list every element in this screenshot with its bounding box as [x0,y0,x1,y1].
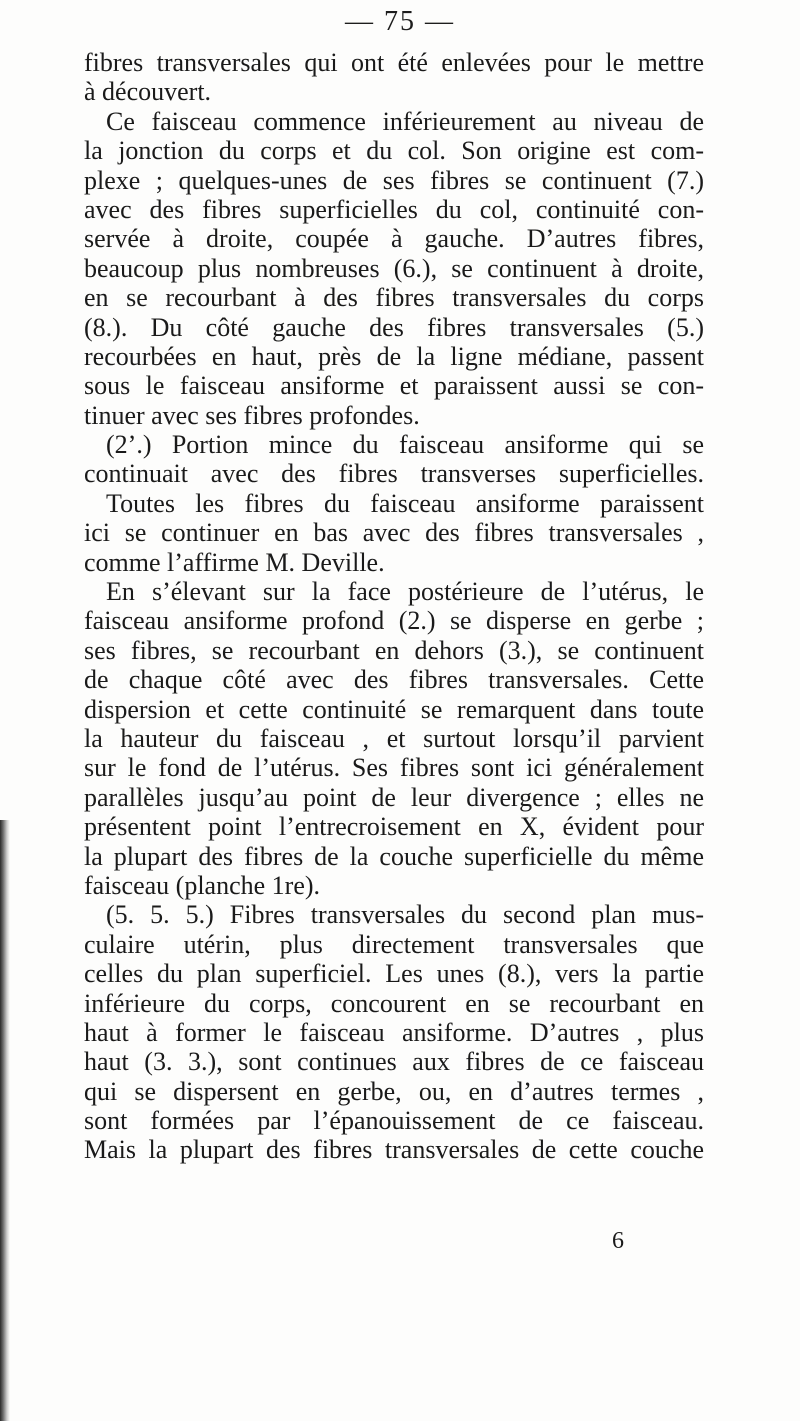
text-line: servée à droite, coupée à gauche. D’autres fibres, [84,224,704,254]
text-line: culaire utérin, plus directement transversales que [84,929,704,959]
text-line: comme l’affirme M. Deville. [84,547,385,577]
text-line: la jonction du corps et du col. Son origine est com- [84,136,704,166]
text-line: présentent point l’entrecroisement en X, évident pour [84,812,704,842]
text-line: faisceau ansiforme profond (2.) se disperse en gerbe ; [84,606,704,636]
signature-mark: 6 [612,1228,624,1254]
text-line: sur le fond de l’utérus. Ses fibres sont ici généralement [84,753,704,783]
text-line: faisceau (planche 1re). [84,870,321,900]
text-line: Mais la plupart des fibres transversales de cette couche [84,1135,704,1165]
text-line: (8.). Du côté gauche des fibres transversales (5.) [84,312,704,342]
text-line: la hauteur du faisceau , et surtout lorsqu’il parvient [84,723,704,753]
text-line: continuait avec des fibres transverses superficielles. [84,459,704,489]
text-line: ses fibres, se recourbant en dehors (3.), se continuent [84,635,704,665]
text-line: En s’élevant sur la face postérieure de l’utérus, le [106,577,704,607]
text-line: haut (3. 3.), sont continues aux fibres de ce faisceau [84,1047,704,1077]
text-line: (5. 5. 5.) Fibres transversales du second plan mus- [106,900,704,930]
text-line: Ce faisceau commence inférieurement au niveau de [106,106,704,136]
text-line: beaucoup plus nombreuses (6.), se continuent à droite, [84,253,704,283]
text-line: sont formées par l’épanouissement de ce faisceau. [84,1106,704,1136]
body-text [84,48,704,1165]
page-number: — 75 — [345,6,455,37]
text-line: en se recourbant à des fibres transversales du corps [84,283,704,313]
text-line: tinuer avec ses fibres profondes. [84,400,420,430]
text-line: avec des fibres superficielles du col, continuité con- [84,194,704,224]
text-line: haut à former le faisceau ansiforme. D’autres , plus [84,1017,704,1047]
text-line: ici se continuer en bas avec des fibres transversales , [84,518,704,548]
text-line: la plupart des fibres de la couche superficielle du même [84,841,704,871]
text-line: à découvert. [84,77,212,107]
text-line: parallèles jusqu’au point de leur divergence ; elles ne [84,782,704,812]
text-line: qui se dispersent en gerbe, ou, en d’autres termes , [84,1076,704,1106]
text-line: inférieure du corps, concourent en se recourbant en [84,988,704,1018]
text-line: plexe ; quelques-unes de ses fibres se continuent (7.) [84,165,704,195]
text-line: (2’.) Portion mince du faisceau ansiforme qui se [106,430,704,460]
text-line: recourbées en haut, près de la ligne médiane, passent [84,341,704,371]
text-line: celles du plan superficiel. Les unes (8.), vers la partie [84,959,704,989]
text-line: fibres transversales qui ont été enlevées pour le mettre [84,48,704,77]
text-line: dispersion et cette continuité se remarquent dans toute [84,694,704,724]
text-line: de chaque côté avec des fibres transversales. Cette [84,665,704,695]
page-binding-shadow [0,820,10,1421]
text-line: sous le faisceau ansiforme et paraissent aussi se con- [84,371,704,401]
text-line: Toutes les fibres du faisceau ansiforme paraissent [106,488,704,518]
